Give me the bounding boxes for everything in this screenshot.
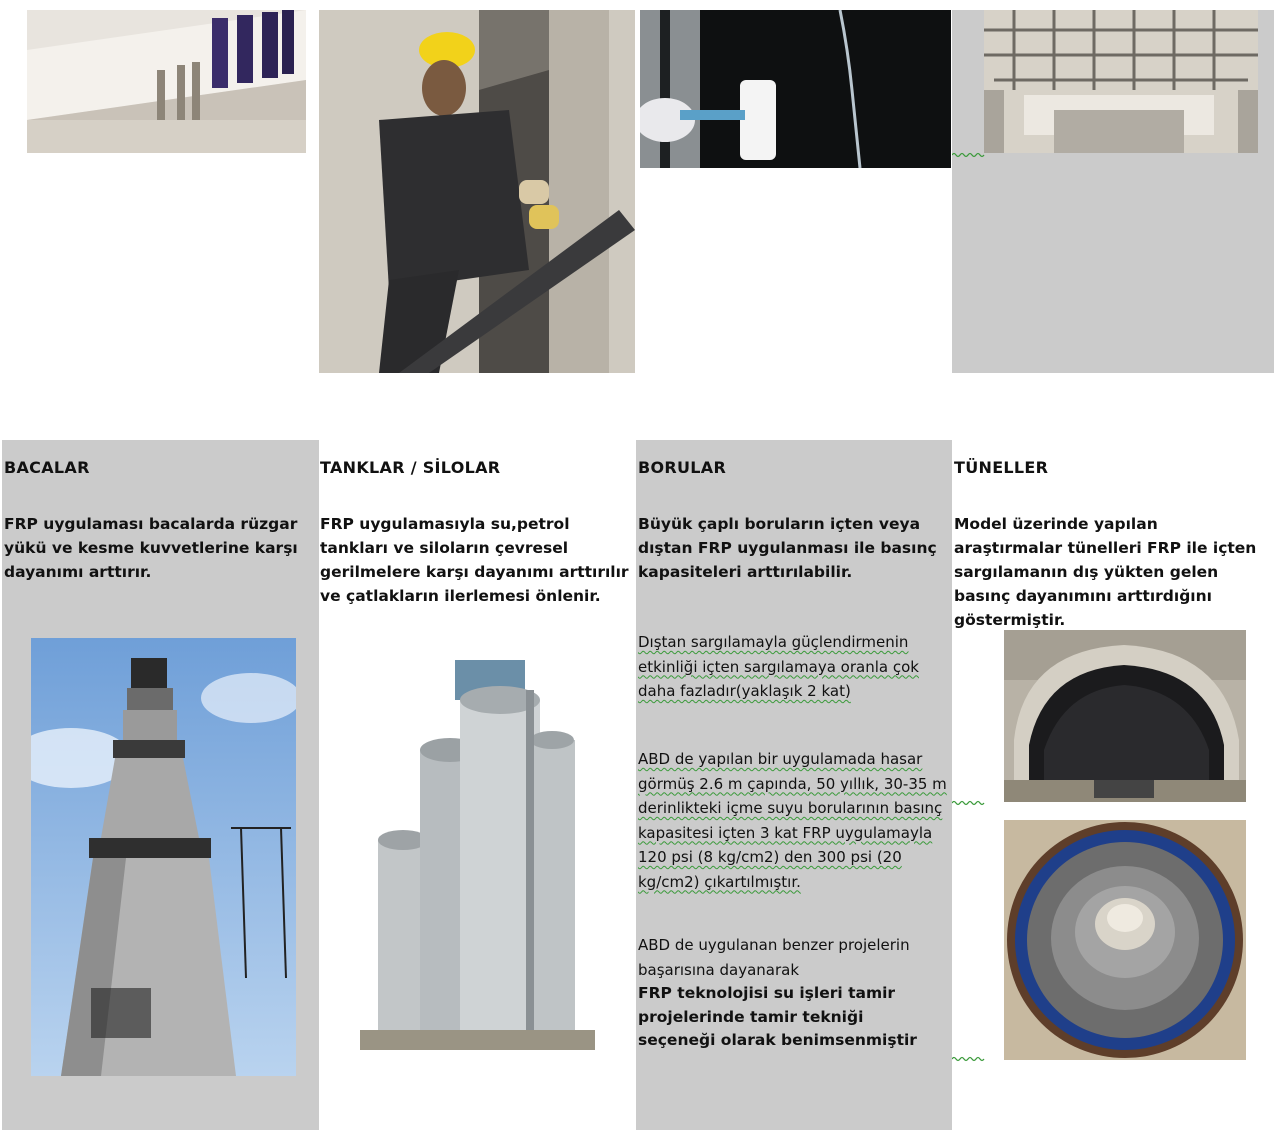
note-abd-conclusion-bold: FRP teknolojisi su işleri tamir projelerinde tamir tekniği seçeneği olarak benimsenmiştir: [638, 984, 917, 1049]
body-tuneller: Model üzerinde yapılan araştırmalar tünelleri FRP ile içten sargılamanın dış yükten gelen basınç dayanımını arttırdığını göstermiştir.: [954, 515, 1257, 629]
body-borular: Büyük çaplı boruların içten veya dıştan FRP uygulanması ile basınç kapasiteleri arttırılabilir.: [638, 515, 937, 581]
photo-tunnel-arch: [1004, 630, 1246, 802]
photo-ceiling-grid: [984, 10, 1258, 153]
heading-tuneller: TÜNELLER: [954, 458, 1049, 477]
note-outer-wrap: [638, 630, 938, 704]
heading-borular: BORULAR: [638, 458, 727, 477]
heading-tanklar: TANKLAR / SİLOLAR: [320, 458, 501, 477]
heading-bacalar: BACALAR: [4, 458, 90, 477]
note-abd-conclusion: [638, 933, 938, 1053]
photo-worker-column: [319, 10, 635, 373]
photo-silos: [360, 660, 595, 1050]
squiggle-mark-1: [952, 152, 986, 158]
body-tanklar: FRP uygulamasıyla su,petrol tankları ve siloların çevresel gerilmelere karşı dayanımı arttırılır ve çatlakların ilerlemesi önlenir.: [320, 515, 629, 605]
photo-pipe-interior: [1004, 820, 1246, 1060]
photo-roller-carbon: [640, 10, 951, 168]
photo-ceiling-beams: [27, 10, 306, 153]
note-abd-example: [638, 747, 948, 894]
body-bacalar: FRP uygulaması bacalarda rüzgar yükü ve kesme kuvvetlerine karşı dayanımı arttırır.: [4, 515, 298, 581]
note-abd-conclusion-text: ABD de uygulanan benzer projelerin başarısına dayanarak: [638, 936, 910, 979]
squiggle-mark-3: [952, 1056, 986, 1062]
squiggle-mark-2: [952, 800, 986, 806]
note-abd-example-text: ABD de yapılan bir uygulamada hasar görmüş 2.6 m çapında, 50 yıllık, 30-35 m derinlikteki içme suyu borularının basınç kapasitesi içten 3 kat FRP uygulamayla 120 psi (8 kg/cm2) den 300 psi (20 kg/cm2) çıkartılmıştır.: [638, 750, 947, 891]
photo-chimney: [31, 638, 296, 1076]
note-outer-wrap-text: Dıştan sargılamayla güçlendirmenin etkinliği içten sargılamaya oranla çok daha fazladır(yaklaşık 2 kat): [638, 633, 919, 700]
